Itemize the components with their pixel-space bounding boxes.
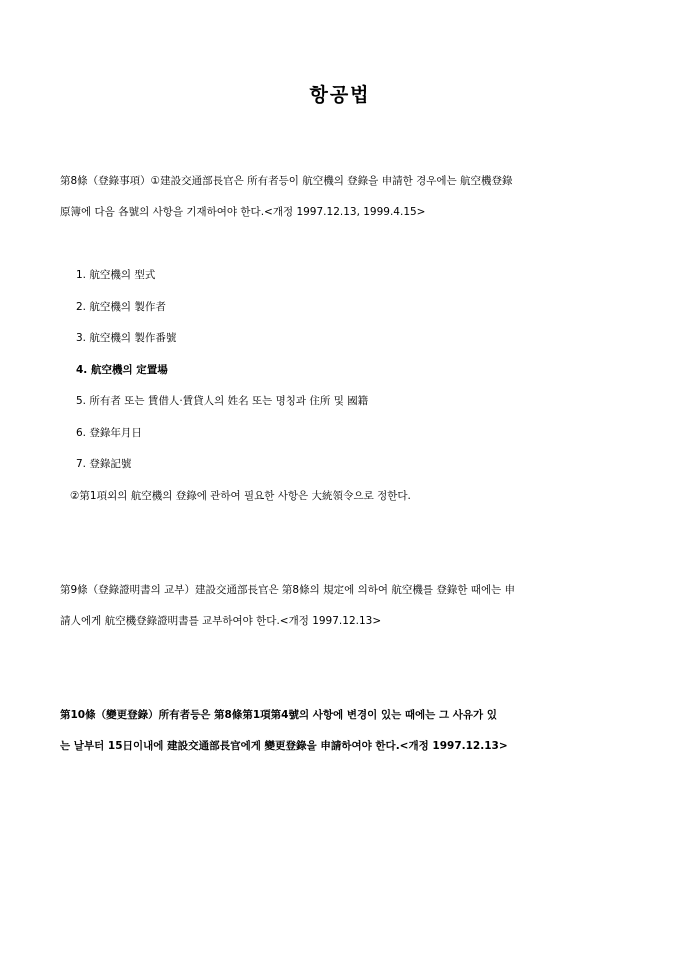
list-item: 6. 登錄年月日 [76, 426, 142, 439]
article-9-paragraph [60, 575, 630, 637]
list-item: 7. 登錄記號 [76, 458, 132, 470]
document-title: 항공법 [309, 84, 371, 106]
article-8-clause-2: ②第1項외의 航空機의 登錄에 관하여 필요한 사항은 大統領令으로 정한다. [70, 489, 411, 502]
list-item: 4. 航空機의 定置場 [76, 363, 168, 376]
article-9-line-1: 第9條（登錄證明書의 교부）建設交通部長官은 第8條의 規定에 의하여 航空機를 登錄한 때에는 申 [60, 584, 516, 596]
article-8-line-2: 原簿에 다음 各號의 사항을 기재하여야 한다.<개정 1997.12.13, 1999.4.15> [60, 206, 426, 218]
article-8-line-1: 第8條（登錄事項）①建設交通部長官은 所有者등이 航空機의 登錄을 申請한 경우에는 航空機登錄 [60, 175, 513, 187]
article-8-item-list [70, 264, 636, 516]
article-8-paragraph [60, 166, 630, 228]
list-item: 5. 所有者 또는 賃借人·賃貸人의 姓名 또는 명칭과 住所 및 國籍 [76, 395, 369, 407]
list-item: 3. 航空機의 製作番號 [76, 332, 177, 344]
article-10-paragraph [60, 700, 630, 762]
list-item: 2. 航空機의 製作者 [76, 300, 166, 313]
article-10-line-2: 는 날부터 15日이내에 建設交通部長官에게 變更登錄을 申請하여야 한다.<개정 1997.12.13> [60, 740, 508, 752]
article-9-line-2: 請人에게 航空機登錄證明書를 교부하여야 한다.<개정 1997.12.13> [60, 615, 382, 627]
article-10-line-1: 第10條（變更登錄）所有者등은 第8條第1項第4號의 사항에 변경이 있는 때에는 그 사유가 있 [60, 709, 497, 721]
list-item: 1. 航空機의 型式 [76, 269, 156, 281]
